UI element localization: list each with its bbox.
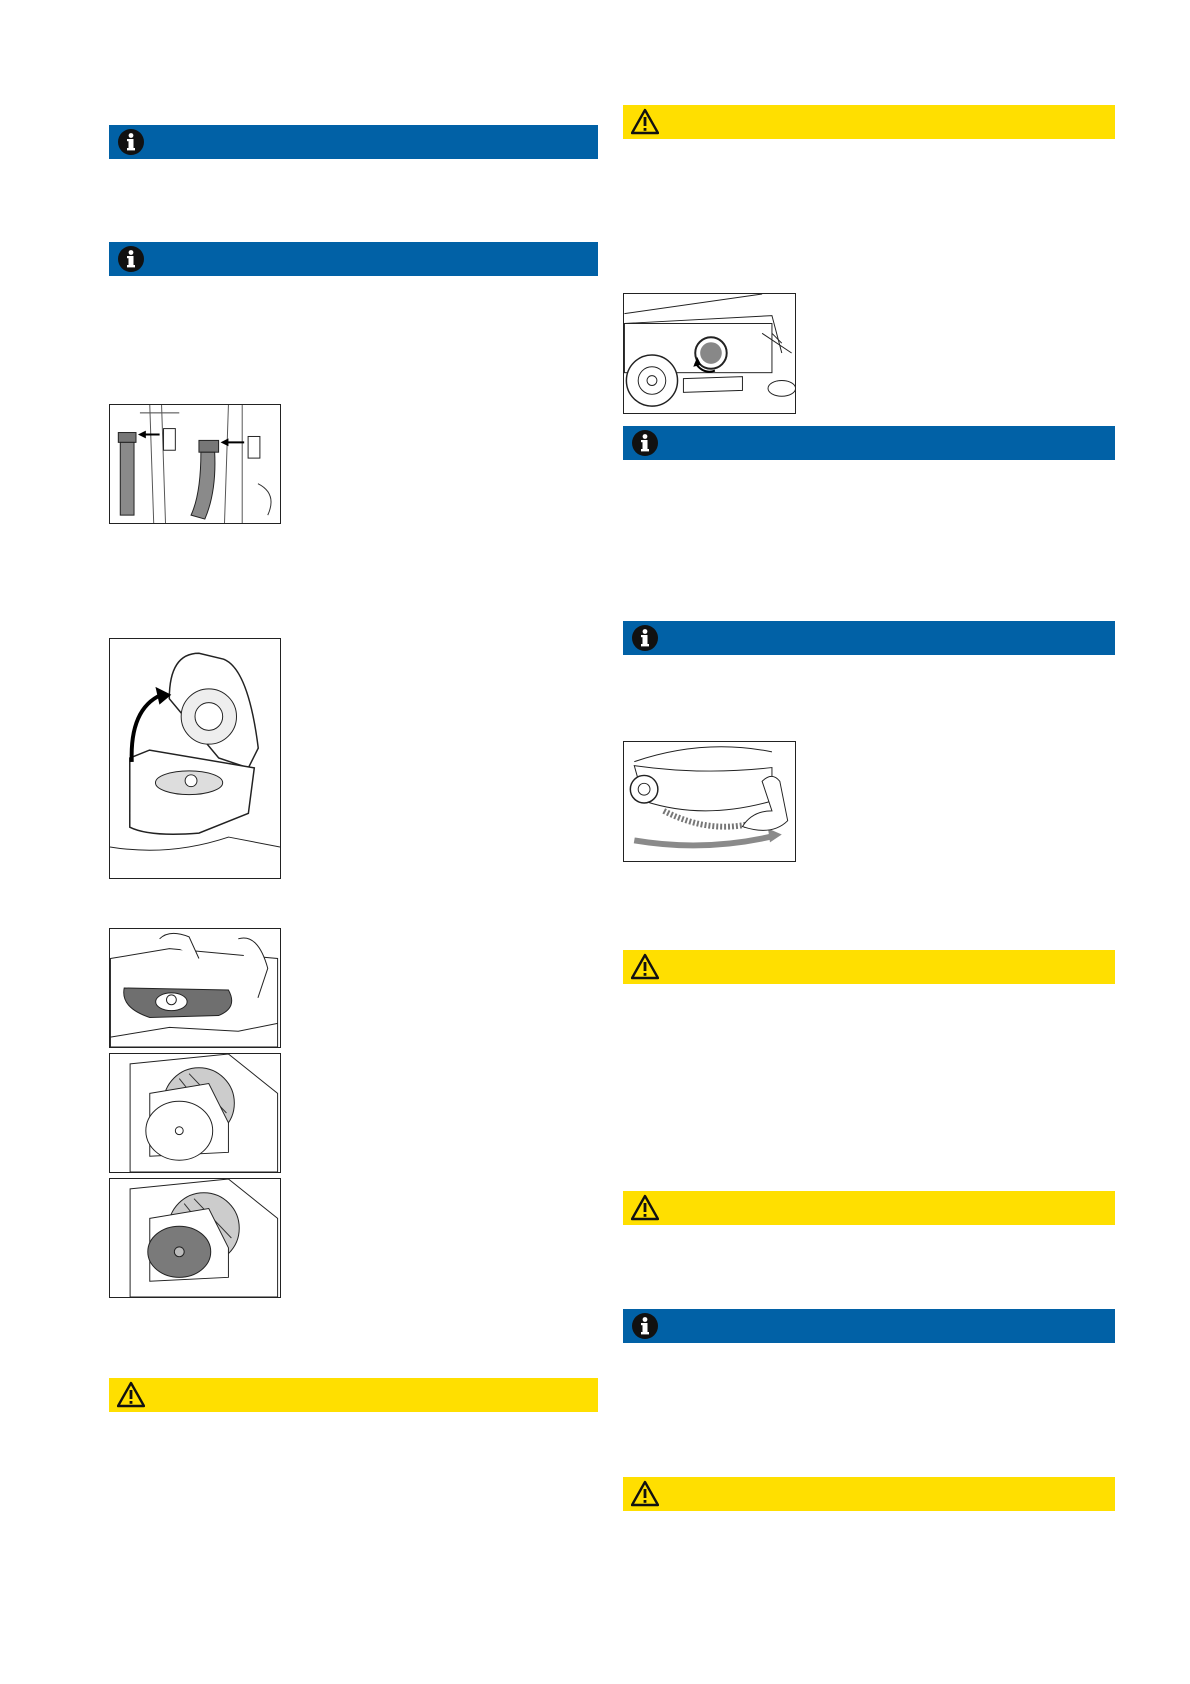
info-banner-2 [109, 242, 598, 276]
info-icon [117, 128, 145, 156]
warning-banner-1 [109, 1378, 598, 1412]
wheel-knob-figure [623, 293, 796, 414]
warning-icon [631, 1480, 659, 1508]
info-banner-1 [109, 125, 598, 159]
info-icon [631, 1312, 659, 1340]
warning-icon [631, 953, 659, 981]
info-icon [117, 245, 145, 273]
info-icon [631, 624, 659, 652]
warning-banner-4 [623, 1191, 1115, 1225]
warning-banner-2 [623, 105, 1115, 139]
warning-icon [631, 1194, 659, 1222]
warning-banner-5 [623, 1477, 1115, 1511]
info-banner-4 [623, 621, 1115, 655]
hose-connection-figure [109, 404, 281, 524]
info-banner-3 [623, 426, 1115, 460]
filter-cover-figure [109, 1053, 281, 1173]
warning-icon [631, 108, 659, 136]
warning-icon [117, 1381, 145, 1409]
warning-banner-3 [623, 950, 1115, 984]
info-banner-5 [623, 1309, 1115, 1343]
filter-removed-figure [109, 1178, 281, 1298]
brush-foot-figure [623, 741, 796, 862]
info-icon [631, 429, 659, 457]
lid-open-figure [109, 638, 281, 879]
filter-housing-figure [109, 928, 281, 1048]
